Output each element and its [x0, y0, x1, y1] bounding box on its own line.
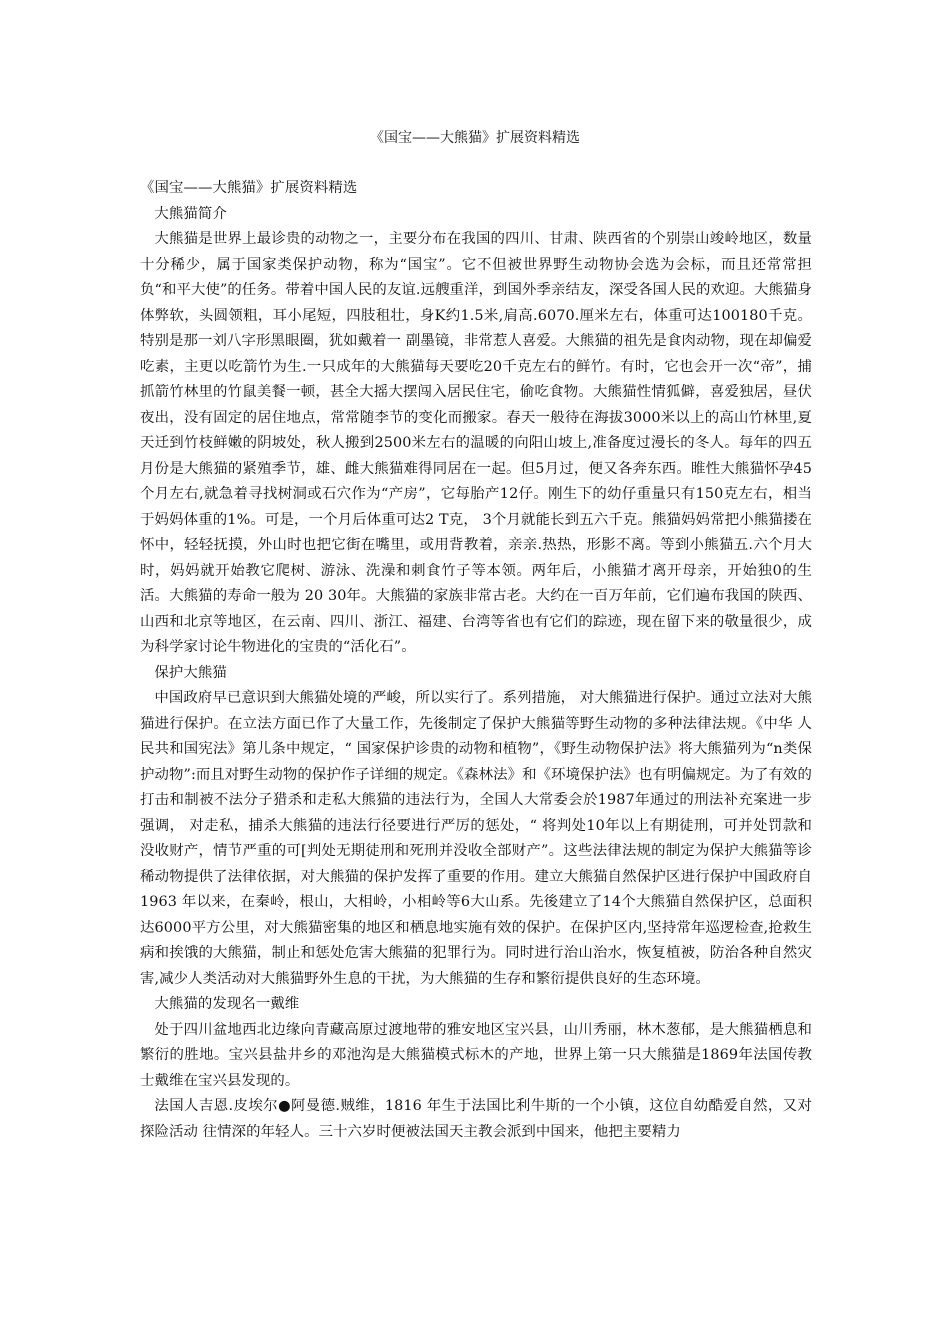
- section-paragraph: 大熊猫是世界上最诊贵的动物之一，主要分布在我国的四川、甘肃、陕西省的个别崇山竣岭地区，数量十分稀少，属于国家类保护动物，称为“国宝”。它不但被世界野生动物协会选为会标，而且还常常担负“和平大使”的任务。带着中国人民的友谊.远艘重洋，到国外季亲结友，深受各国人民的欢迎。大熊猫身体弊软，头圆领粗，耳小尾短，四肢租壮，身K约1.5米,肩高.6070.厘米左右，体重可达100180千克。特别是那一刘八字形黑眼圈，犹如戴着一 副墨镜，非常惹人喜爱。大熊猫的祖先是食肉动物，现在却偏爱吃素，主更以吃箭竹为生.一只成年的大熊猫每天要吃20千克左右的鲜竹。有时，它也会开一次“帝”，捕抓箭竹林里的竹鼠美餐一顿，甚全大摇大摆闯入居民住宅，偷吃食物。大熊猫性情狐僻，喜爱独居，昼伏夜出，没有固定的居住地点，常常随李节的变化而搬家。春天一般待在海拔3000米以上的高山竹林里,夏天迁到竹枝鲜嫩的阴坡处，秋人搬到2500米左右的温暖的向阳山坡上,准备度过漫长的冬人。每年的四五月份是大熊猫的紧殖季节，雄、雌大熊猫难得同居在一起。但5月过，便又各奔东西。睢性大熊猫怀孕45个月左右,就急着寻找树洞或石穴作为“产房”，它每胎产12仔。刚生下的幼仔重量只有150克左右，相当于妈妈体重的1%。可是，一个月后体重可达2 T克， 3个月就能长到五六千克。熊猫妈妈常把小熊猫搂在怀中，轻轻抚摸，外山时也把它街在嘴里，或用背教着，亲亲.热热，形影不离。等到小熊猫五.六个月大时，妈妈就开始教它爬树、游泳、洗澡和刺食竹子等本领。两年后，小熊猫才离开母亲，开始独0的生活。大熊猫的寿命一般为 20 30年。大熊猫的家族非常古老。大约在一百万年前，它们遍布我国的陕西、山西和北京等地区，在云南、四川、浙江、福建、台湾等省也有它们的踪迹，现在留下来的敬量很少，成为科学家讨论牛物进化的宝贵的“活化石”。: [140, 231, 812, 655]
- section-heading-protection: 保护大熊猫: [154, 664, 227, 681]
- document-title: 《国宝——大熊猫》扩展资料精选: [370, 130, 580, 146]
- section-paragraph: 法国人吉恩.皮埃尔●阿曼德.贼维，1816 年生于法国比利牛斯的一个小镇，这位自幼酷爱自然，又对探险活动 往情深的年轻人。三十六岁时便被法国天主教会派到中国来，他把主要精力: [140, 1098, 812, 1140]
- section-paragraph: 中国政府早已意识到大熊猫处境的严峻，所以实行了。系列措施， 对大熊猫进行保护。通过立法对大熊猫进行保护。在立法方面已作了大量工作，先後制定了保护大熊猫等野生动物的多种法律法规。《中华 人民共和国宪法》第儿条中规定，“ 国家保护诊贵的动物和植物”，《野生动物保护法》将大熊猫列为“n类保护动物”:而且对野生动物的保护作子详细的规定。《森林法》和《环境保护法》也有明偏规定。为了有效的打击和制被不法分子猎杀和走私大熊猫的违法行为，全国人大常委会於1987年通过的刑法补充案进一步强调， 对走私，捕杀大熊猫的违法行径要进行严厉的惩处，“ 将判处10年以上有期徒刑，可并处罚款和没收财产，情节严重的可[判处无期徒刑和死刑并没收全部财产”。这些法律法规的制定为保护大熊猫等诊稀动物提供了法律依据，对大熊猫的保护发挥了重要的作用。建立大熊猫自然保护区进行保护中国政府自1963 年以来，在秦岭，根山，大相岭，小相岭等6大山系。先後建立了14个大熊猫自然保护区，总面积达6000平方公里，对大熊猫密集的地区和栖息地实施有效的保护。在保护区内,坚持常年巡逻检查,抢救生病和挨饿的大熊猫，制止和惩处危害大熊猫的犯罪行为。同时进行治山治水，恢复植被，防治各种自然灾害,减少人类活动对大熊猫野外生息的干扰，为大熊猫的生存和繁衍提供良好的生态环境。: [140, 690, 812, 987]
- section-heading-intro: 大熊猫简介: [154, 205, 227, 222]
- document-subtitle: 《国宝——大熊猫》扩展资料精选: [140, 180, 358, 196]
- section-heading-discovery: 大熊猫的发现名一戴维: [154, 996, 300, 1012]
- document-body: [140, 176, 812, 1145]
- section-paragraph: 处于四川盆地西北边缘向青藏高原过渡地带的雅安地区宝兴县，山川秀丽，林木葱郁，是大熊猫栖息和繁衍的胜地。宝兴县盐井乡的邓池沟是大熊猫模式标木的产地，世界上第一只大熊猫是1869年法国传教士戴维在宝兴县发现的。: [140, 1021, 812, 1089]
